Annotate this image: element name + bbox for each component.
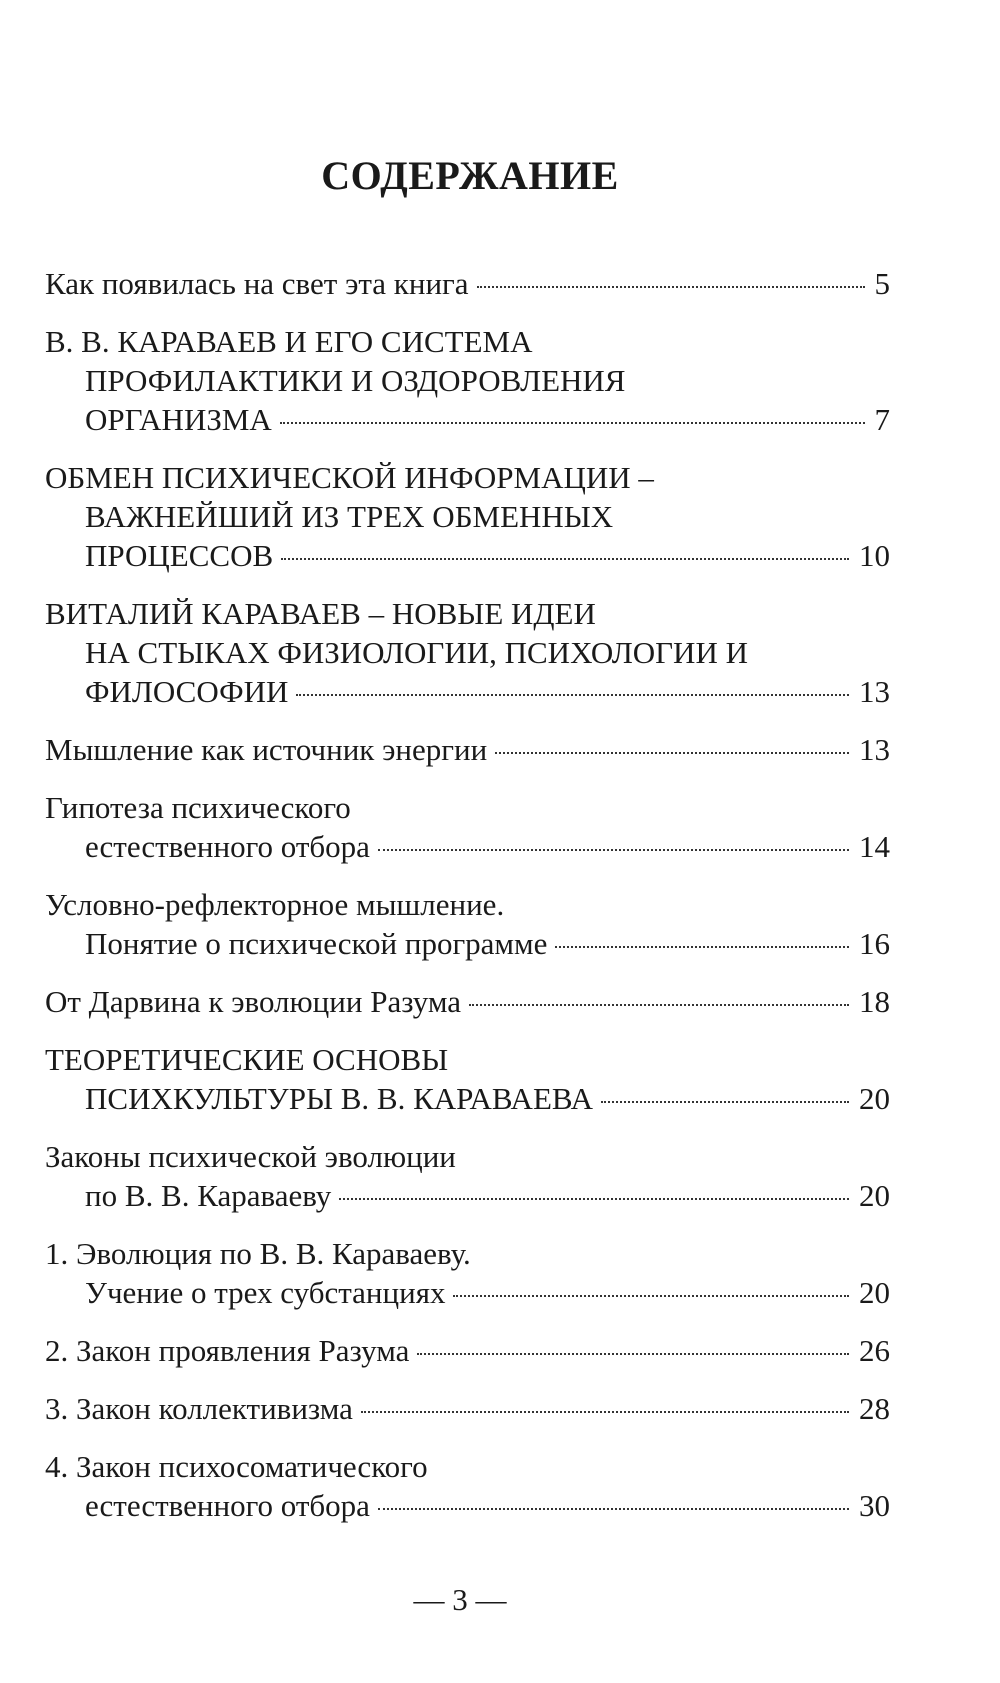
toc-entry-line (45, 885, 890, 924)
toc-entry-last-line (45, 1486, 890, 1525)
toc-page-number: 5 (874, 266, 890, 301)
page-number: — 3 — (413, 1582, 507, 1617)
toc-entry-last-line (45, 400, 890, 439)
toc-entry-last-line (45, 924, 890, 963)
toc-entry-text: НА СТЫКАХ ФИЗИОЛОГИИ, ПСИХОЛОГИИ И (85, 635, 748, 670)
toc-entry-line (45, 1137, 890, 1176)
toc-entry-last-line (45, 1176, 890, 1215)
toc-entry (45, 1389, 890, 1428)
toc-entry (45, 788, 890, 866)
table-of-contents (45, 264, 890, 1544)
toc-entry (45, 730, 890, 769)
dot-leader (601, 1101, 849, 1103)
dot-leader (555, 946, 849, 948)
dot-leader (378, 1508, 849, 1510)
toc-entry-text: ВАЖНЕЙШИЙ ИЗ ТРЕХ ОБМЕННЫХ (85, 499, 614, 534)
toc-entry-text: Гипотеза психического (45, 790, 351, 825)
toc-entry-last-line (45, 536, 890, 575)
toc-entry (45, 982, 890, 1021)
toc-entry-text: Как появилась на свет эта книга (45, 266, 469, 301)
toc-entry-text: 2. Закон проявления Разума (45, 1333, 410, 1368)
toc-entry-text: ПРОФИЛАКТИКИ И ОЗДОРОВЛЕНИЯ (85, 363, 626, 398)
toc-page-number: 28 (859, 1391, 890, 1426)
toc-entry-text: ВИТАЛИЙ КАРАВАЕВ – НОВЫЕ ИДЕИ (45, 596, 596, 631)
toc-entry-line (45, 322, 890, 361)
toc-entry (45, 1234, 890, 1312)
toc-entry-line (45, 458, 890, 497)
toc-entry-text: естественного отбора (85, 829, 370, 864)
toc-entry-line (45, 633, 890, 672)
toc-entry (45, 458, 890, 575)
toc-entry-last-line (45, 827, 890, 866)
toc-page-number: 18 (859, 984, 890, 1019)
toc-entry-text: 4. Закон психосоматического (45, 1449, 428, 1484)
toc-entry-line (45, 788, 890, 827)
toc-entry-last-line (45, 264, 890, 303)
toc-entry (45, 1137, 890, 1215)
toc-entry-line (45, 361, 890, 400)
dot-leader (469, 1004, 849, 1006)
toc-entry-last-line (45, 1389, 890, 1428)
toc-entry-line (45, 1234, 890, 1273)
toc-entry-last-line (45, 982, 890, 1021)
toc-entry-text: ПРОЦЕССОВ (85, 538, 274, 573)
dot-leader (281, 558, 849, 560)
toc-entry-text: 3. Закон коллективизма (45, 1391, 353, 1426)
toc-page-number: 26 (859, 1333, 890, 1368)
dot-leader (453, 1295, 849, 1297)
toc-entry-text: Законы психической эволюции (45, 1139, 456, 1174)
toc-entry-text: естественного отбора (85, 1488, 370, 1523)
toc-page-number: 20 (859, 1275, 890, 1310)
toc-entry (45, 1040, 890, 1118)
toc-entry-last-line (45, 1331, 890, 1370)
toc-entry (45, 322, 890, 439)
toc-entry (45, 885, 890, 963)
toc-entry-line (45, 497, 890, 536)
dot-leader (378, 849, 849, 851)
toc-entry-text: по В. В. Караваеву (85, 1178, 332, 1213)
toc-entry-text: ПСИХКУЛЬТУРЫ В. В. КАРАВАЕВА (85, 1081, 593, 1116)
dot-leader (495, 752, 849, 754)
toc-entry (45, 1331, 890, 1370)
toc-entry (45, 594, 890, 711)
toc-entry-last-line (45, 672, 890, 711)
toc-entry-text: В. В. КАРАВАЕВ И ЕГО СИСТЕМА (45, 324, 533, 359)
toc-entry-text: Мышление как источник энергии (45, 732, 488, 767)
toc-page-number: 7 (874, 402, 890, 437)
toc-entry-line (45, 594, 890, 633)
toc-page-number: 13 (859, 674, 890, 709)
dot-leader (280, 422, 865, 424)
toc-page-number: 20 (859, 1081, 890, 1116)
toc-entry-text: Условно-рефлекторное мышление. (45, 887, 505, 922)
toc-entry-text: Понятие о психической программе (85, 926, 548, 961)
toc-entry-text: ФИЛОСОФИИ (85, 674, 289, 709)
toc-page-number: 16 (859, 926, 890, 961)
toc-entry-line (45, 1040, 890, 1079)
toc-page-number: 10 (859, 538, 890, 573)
toc-entry-line (45, 1447, 890, 1486)
dot-leader (477, 286, 865, 288)
toc-entry-text: ОРГАНИЗМА (85, 402, 272, 437)
toc-page-number: 20 (859, 1178, 890, 1213)
dot-leader (339, 1198, 849, 1200)
toc-page-number: 30 (859, 1488, 890, 1523)
toc-entry-text: От Дарвина к эволюции Разума (45, 984, 462, 1019)
toc-entry-text: ТЕОРЕТИЧЕСКИЕ ОСНОВЫ (45, 1042, 449, 1077)
toc-entry-text: ОБМЕН ПСИХИЧЕСКОЙ ИНФОРМАЦИИ – (45, 460, 654, 495)
toc-entry-text: Учение о трех субстанциях (85, 1275, 446, 1310)
page-title: СОДЕРЖАНИЕ (321, 153, 619, 198)
dot-leader (417, 1353, 849, 1355)
toc-entry-text: 1. Эволюция по В. В. Караваеву. (45, 1236, 471, 1271)
toc-entry-last-line (45, 730, 890, 769)
toc-entry (45, 1447, 890, 1525)
dot-leader (296, 694, 849, 696)
dot-leader (361, 1411, 849, 1413)
toc-page-number: 14 (859, 829, 890, 864)
toc-entry-last-line (45, 1079, 890, 1118)
toc-entry (45, 264, 890, 303)
toc-entry-last-line (45, 1273, 890, 1312)
toc-page-number: 13 (859, 732, 890, 767)
